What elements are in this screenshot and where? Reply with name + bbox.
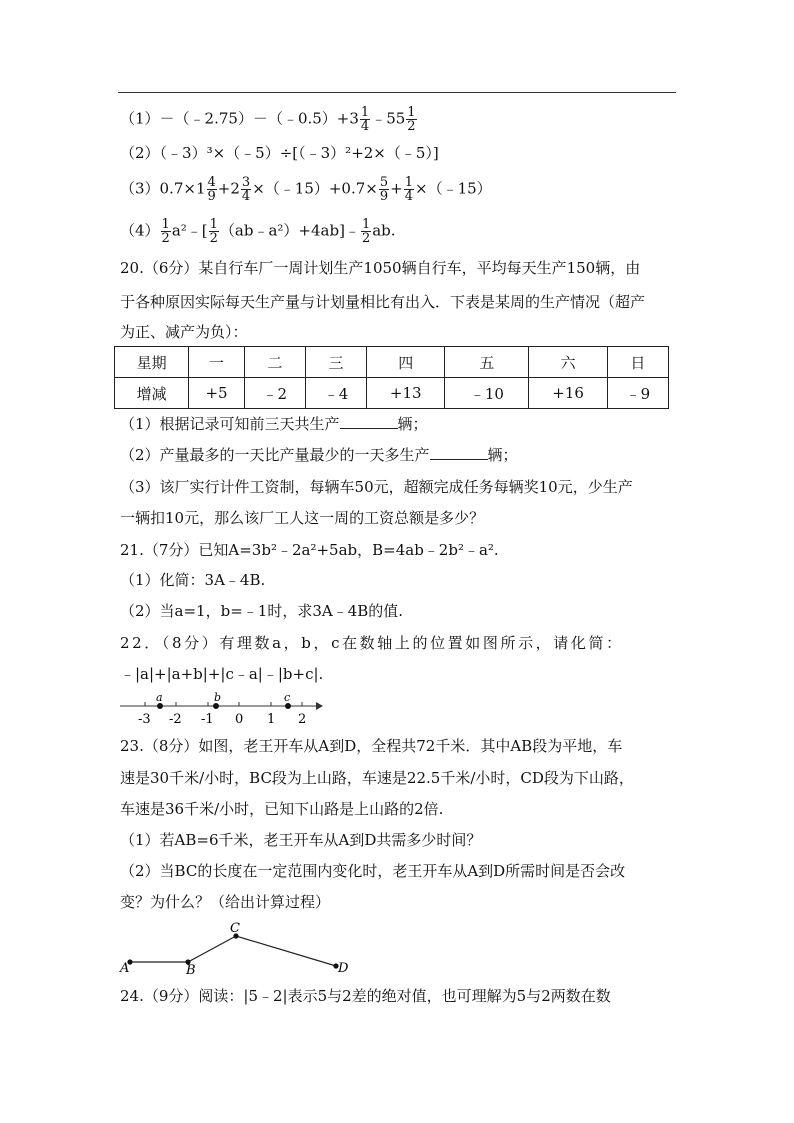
tick-label: 0	[235, 712, 244, 727]
p20-q2-unit: 辆；	[487, 446, 518, 464]
p20-line1: 20.（6分）某自行车厂一周计划生产1050辆自行车，平均每天生产150辆，由	[120, 259, 641, 277]
p20-q3b: 一辆扣10元，那么该厂工人这一周的工资总额是多少？	[120, 509, 485, 527]
q4-text-c: （ab﹣a²）+4ab]﹣	[219, 221, 360, 240]
p19-q2: （2）（﹣3）³×（﹣5）÷[（﹣3）²+2×（﹣5）]	[120, 144, 439, 162]
table-cell: 增减	[115, 378, 189, 409]
p20-q1-text: （1）根据记录可知前三天共生产	[120, 415, 340, 433]
table-cell: 六	[529, 347, 607, 378]
table-row	[115, 378, 669, 409]
fraction	[360, 106, 370, 133]
q1-text-b: ﹣55	[371, 109, 406, 128]
fraction	[406, 106, 416, 133]
answer-blank	[430, 445, 488, 460]
fraction	[404, 176, 414, 203]
p24-line1: 24.（9分）阅读：|5﹣2|表示5与2差的绝对值，也可理解为5与2两数在数	[120, 987, 611, 1005]
header-rule	[118, 92, 676, 93]
label-A: A	[120, 961, 130, 976]
table-cell: 日	[607, 347, 668, 378]
table-cell: 一	[189, 347, 244, 378]
table-cell: ﹣10	[445, 378, 529, 409]
q3-text-e: ×（﹣15）	[415, 179, 492, 198]
table-cell: 五	[445, 347, 529, 378]
fraction	[209, 218, 219, 245]
numerator: 1	[209, 217, 218, 232]
label-B: B	[186, 963, 196, 978]
table-cell: +5	[189, 378, 244, 409]
numerator: 1	[360, 105, 370, 120]
p21-q1: （1）化简：3A﹣4B.	[120, 571, 266, 589]
tick-label: 2	[298, 712, 307, 727]
denominator: 2	[161, 231, 170, 246]
p20-q1-unit: 辆；	[397, 415, 428, 433]
denominator: 9	[379, 189, 389, 204]
fraction	[361, 218, 371, 245]
numerator: 5	[379, 175, 389, 190]
denominator: 4	[360, 119, 370, 134]
p23-q2b: 变？为什么？（给出计算过程）	[120, 893, 331, 911]
q4-text-a: （4）	[120, 221, 160, 240]
point-label-b: b	[214, 691, 222, 704]
denominator: 2	[361, 231, 371, 246]
point-label-c: c	[284, 691, 291, 704]
p23-line3: 车速是36千米/小时，已知下山路是上山路的2倍.	[120, 800, 444, 818]
fraction	[241, 176, 251, 203]
denominator: 2	[407, 119, 416, 134]
numerator: 3	[241, 175, 251, 190]
route-path	[130, 936, 336, 966]
route-figure	[118, 920, 358, 980]
p19-q1	[120, 106, 418, 133]
point-label-a: a	[156, 691, 163, 704]
p20-q3a: （3）该厂实行计件工资制，每辆车50元，超额完成任务每辆奖10元，少生产	[120, 478, 633, 496]
denominator: 4	[404, 189, 413, 204]
tick-label: 1	[267, 712, 276, 727]
denominator: 9	[207, 189, 216, 204]
fraction	[207, 176, 217, 203]
table-cell: 星期	[115, 347, 189, 378]
table-cell: ﹣9	[607, 378, 668, 409]
table-header-row	[115, 347, 669, 378]
fraction	[161, 218, 171, 245]
p22-line1: 22．（8分）有理数a，b，c在数轴上的位置如图所示，请化简：	[120, 634, 624, 652]
tick-label: -2	[169, 712, 182, 727]
p20-q2-text: （2）产量最多的一天比产量最少的一天多生产	[120, 446, 430, 464]
label-D: D	[338, 961, 349, 976]
numerator: 1	[361, 217, 371, 232]
numerator: 1	[161, 217, 170, 232]
q4-text-d: ab.	[372, 221, 396, 240]
denominator: 2	[209, 231, 218, 246]
answer-blank	[340, 414, 398, 429]
denominator: 4	[241, 189, 251, 204]
table-cell: 三	[305, 347, 366, 378]
p21-q2: （2）当a=1，b=﹣1时，求3A﹣4B的值.	[120, 602, 404, 620]
q3-text-d: +	[390, 179, 403, 198]
table-cell: +16	[529, 378, 607, 409]
table-cell: 四	[367, 347, 445, 378]
p19-q4	[120, 218, 396, 245]
fraction	[379, 176, 389, 203]
p20-q2	[120, 445, 518, 465]
p23-line1: 23.（8分）如图，老王开车从A到D，全程共72千米．其中AB段为平地，车	[120, 737, 623, 755]
production-table	[114, 346, 669, 409]
numerator: 1	[404, 175, 413, 190]
axis-arrow-icon	[316, 702, 323, 710]
p20-line3: 为正、减产为负）：	[120, 323, 248, 341]
q3-text-c: ×（﹣15）+0.7×	[252, 179, 378, 198]
table-cell: +13	[367, 378, 445, 409]
table-cell: ﹣2	[244, 378, 305, 409]
p19-q3	[120, 176, 492, 203]
p23-q2a: （2）当BC的长度在一定范围内变化时，老王开车从A到D所需时间是否会改	[120, 862, 626, 880]
numerator: 4	[207, 175, 216, 190]
p21-line1: 21.（7分）已知A=3b²﹣2a²+5ab，B=4ab﹣2b²﹣a².	[120, 541, 499, 559]
p23-line2: 速是30千米/小时，BC段为上山路，车速是22.5千米/小时，CD段为下山路，	[120, 769, 634, 787]
table-cell: 二	[244, 347, 305, 378]
table-cell: ﹣4	[305, 378, 366, 409]
q3-text-b: +2	[217, 179, 240, 198]
numerator: 1	[407, 105, 416, 120]
q3-text-a: （3）0.7×1	[120, 179, 206, 198]
p22-line2: ﹣|a|+|a+b|+|c﹣a|﹣|b+c|.	[120, 665, 324, 683]
q1-text-a: （1）－（﹣2.75）－（﹣0.5）+3	[120, 109, 359, 128]
p23-q1: （1）若AB=6千米，老王开车从A到D共需多少时间？	[120, 831, 482, 849]
number-line-figure	[118, 690, 324, 728]
p20-line2: 于各种原因实际每天生产量与计划量相比有出入．下表是某周的生产情况（超产	[120, 293, 646, 311]
label-C: C	[230, 921, 240, 936]
tick-label: -3	[138, 712, 151, 727]
p20-q1	[120, 414, 428, 434]
tick-label: -1	[201, 712, 214, 727]
q4-text-b: a²﹣[	[171, 221, 208, 240]
